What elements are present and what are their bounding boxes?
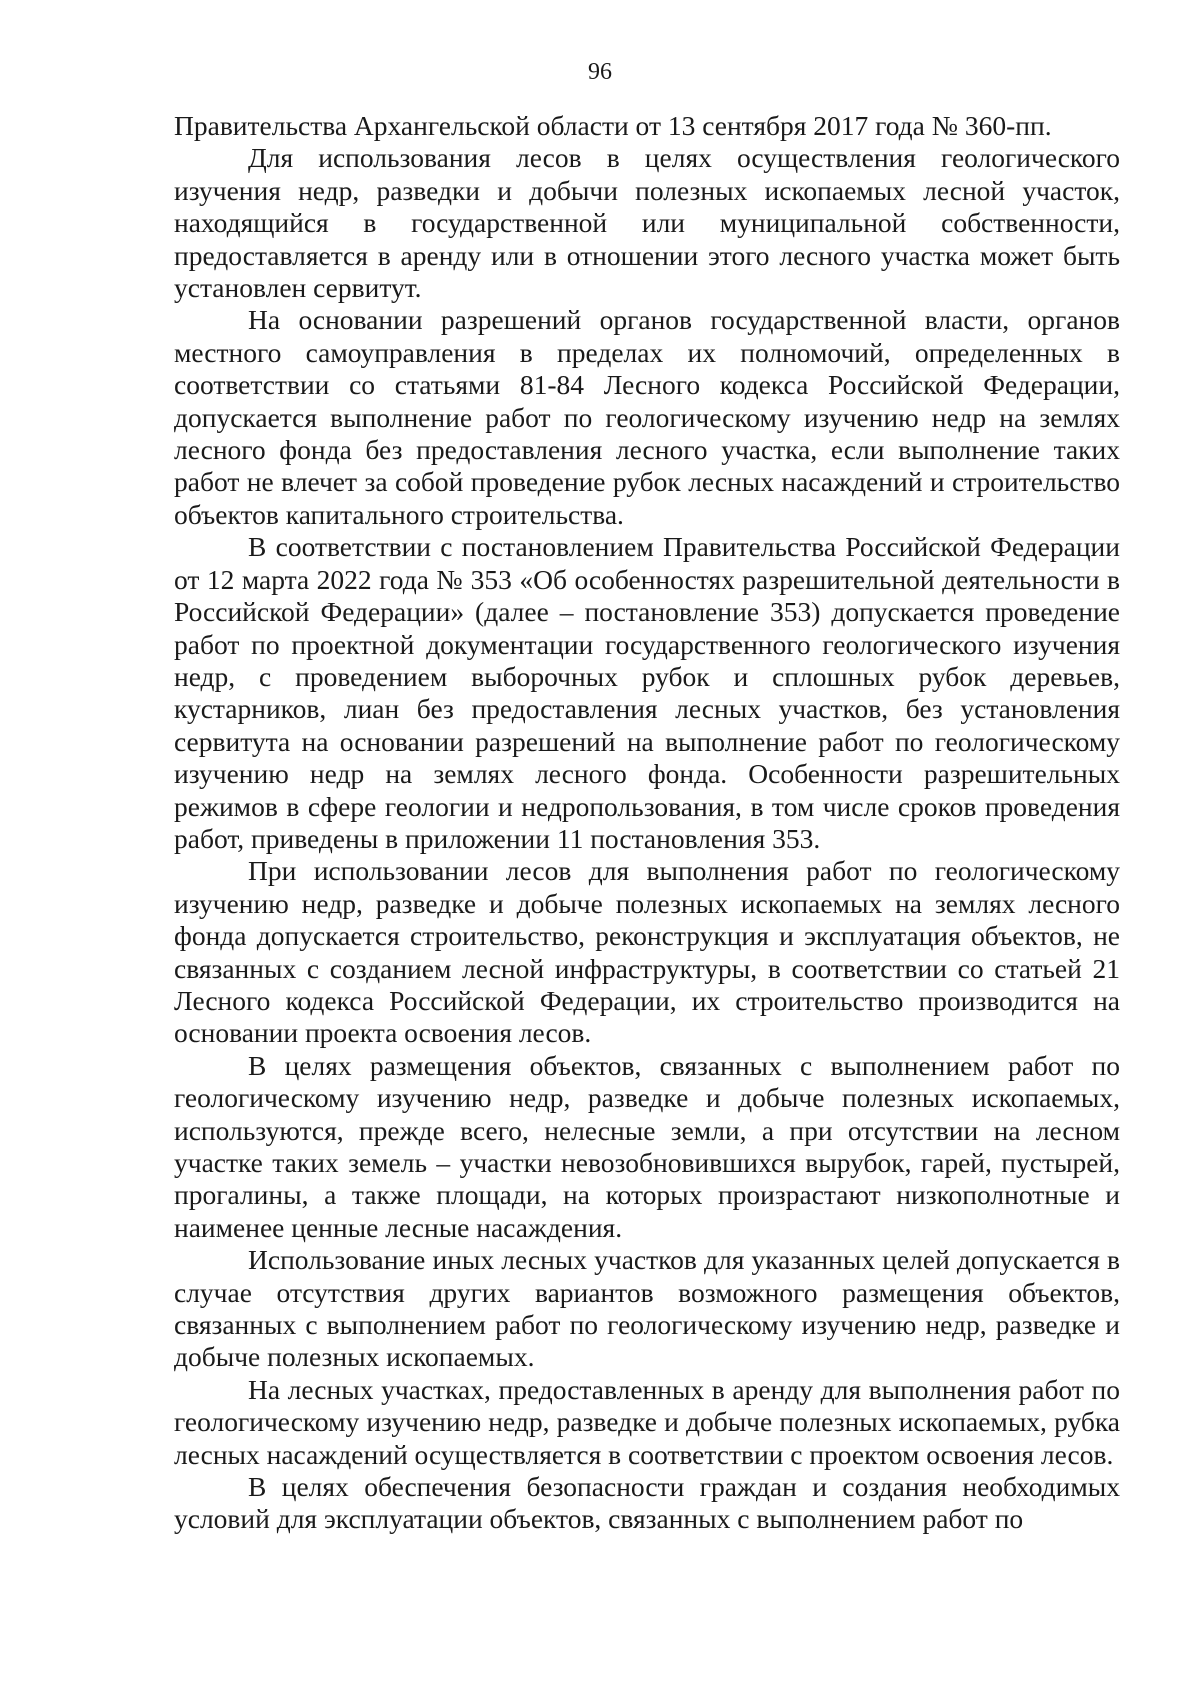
document-body <box>174 110 1120 1536</box>
paragraph: Для использования лесов в целях осуществления геологического изучения недр, разведки и добычи полезных ископаемых лесной участок, находящийся в государственной или муниципальной собственности, предоставляется в аренду или в отношении этого лесного участка может быть установлен сервитут. <box>174 142 1120 304</box>
paragraph: В соответствии с постановлением Правительства Российской Федерации от 12 марта 2022 года № 353 «Об особенностях разрешительной деятельности в Российской Федерации» (далее – постановление 353) допускается проведение работ по проектной документации государственного геологического изучения недр, с проведением выборочных рубок и сплошных рубок деревьев, кустарников, лиан без предоставления лесных участков, без установления сервитута на основании разрешений на выполнение работ по геологическому изучению недр на землях лесного фонда. Особенности разрешительных режимов в сфере геологии и недропользования, в том числе сроков проведения работ, приведены в приложении 11 постановления 353. <box>174 531 1120 854</box>
paragraph: На лесных участках, предоставленных в аренду для выполнения работ по геологическому изучению недр, разведке и добыче полезных ископаемых, рубка лесных насаждений осуществляется в соответствии с проектом освоения лесов. <box>174 1373 1120 1470</box>
paragraph: В целях обеспечения безопасности граждан и создания необходимых условий для эксплуатации объектов, связанных с выполнением работ по <box>174 1471 1120 1535</box>
page-number: 96 <box>588 59 612 85</box>
paragraph-continuation: Правительства Архангельской области от 13 сентября 2017 года № 360-пп. <box>174 110 1052 141</box>
paragraph: На основании разрешений органов государственной власти, органов местного самоуправления в пределах их полномочий, определенных в соответствии со статьями 81-84 Лесного кодекса Российской Федерации, допускается выполнение работ по геологическому изучению недр на землях лесного фонда без предоставления лесного участка, если выполнение таких работ не влечет за собой проведение рубок лесных насаждений и строительство объектов капитального строительства. <box>174 304 1120 530</box>
paragraph: Использование иных лесных участков для указанных целей допускается в случае отсутствия других вариантов возможного размещения объектов, связанных с выполнением работ по геологическому изучению недр, разведке и добыче полезных ископаемых. <box>174 1244 1120 1373</box>
paragraph: В целях размещения объектов, связанных с выполнением работ по геологическому изучению недр, разведке и добыче полезных ископаемых, используются, прежде всего, нелесные земли, а при отсутствии на лесном участке таких земель – участки невозобновившихся вырубок, гарей, пустырей, прогалины, а также площади, на которых произрастают низкополнотные и наименее ценные лесные насаждения. <box>174 1049 1120 1243</box>
paragraph: При использовании лесов для выполнения работ по геологическому изучению недр, разведке и добыче полезных ископаемых на землях лесного фонда допускается строительство, реконструкция и эксплуатация объектов, не связанных с созданием лесной инфраструктуры, в соответствии со статьей 21 Лесного кодекса Российской Федерации, их строительство производится на основании проекта освоения лесов. <box>174 855 1120 1049</box>
